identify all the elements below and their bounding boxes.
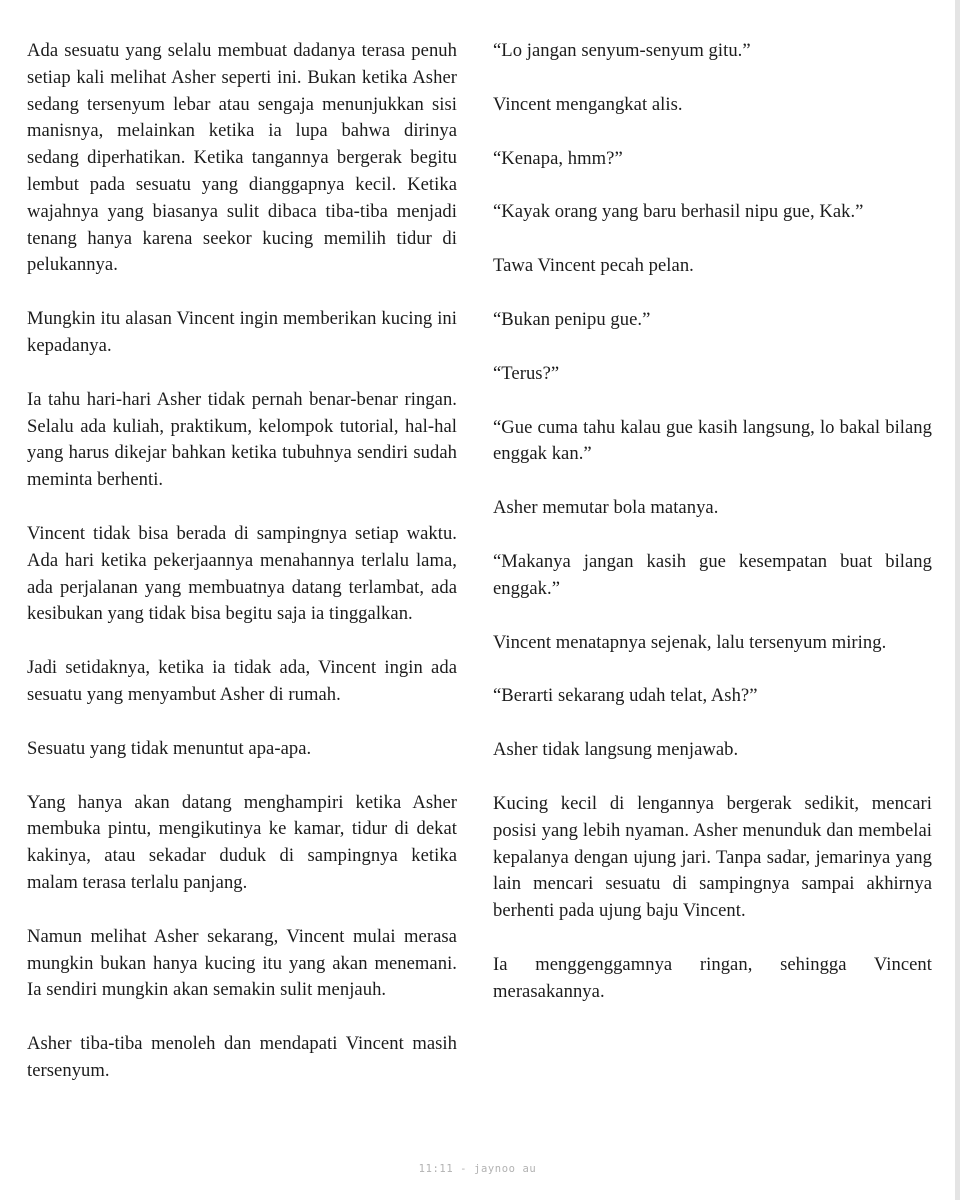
paragraph: Ada sesuatu yang selalu membuat dadanya terasa penuh setiap kali melihat Asher seperti ini. Bukan ketika Asher sedang tersenyum lebar atau sengaja menunjukkan sisi manisnya, melainkan ketika ia lupa bahwa dirinya sedang diperhatikan. Ketika tangannya bergerak begitu lembut pada sesuatu yang dianggapnya kecil. Ketika wajahnya yang biasanya sulit dibaca tiba-tiba menjadi tenang hanya karena seekor kucing memilih tidur di pelukannya.	[27, 40, 457, 276]
paragraph: Tawa Vincent pecah pelan.	[493, 255, 694, 277]
paragraph: Vincent menatapnya sejenak, lalu tersenyum miring.	[493, 631, 887, 653]
left-text-column	[27, 38, 457, 1112]
paragraph: Vincent mengangkat alis.	[493, 93, 683, 115]
paragraph: “Lo jangan senyum-senyum gitu.”	[493, 40, 751, 61]
paragraph: Jadi setidaknya, ketika ia tidak ada, Vincent ingin ada sesuatu yang menyambut Asher di rumah.	[27, 657, 457, 705]
paragraph: “Bukan penipu gue.”	[493, 308, 651, 330]
paragraph: Ia menggenggamnya ringan, sehingga Vincent merasakannya.	[493, 953, 932, 1002]
paragraph: “Kenapa, hmm?”	[493, 147, 623, 169]
paragraph: “Makanya jangan kasih gue kesempatan buat bilang enggak.”	[493, 550, 932, 599]
page-edge-shadow	[955, 0, 960, 1200]
paragraph: Asher tiba-tiba menoleh dan mendapati Vincent masih tersenyum.	[27, 1033, 457, 1081]
paragraph: Namun melihat Asher sekarang, Vincent mulai merasa mungkin bukan hanya kucing itu yang akan menemani. Ia sendiri mungkin akan semakin sulit menjauh.	[27, 925, 457, 1001]
paragraph: “Terus?”	[493, 362, 560, 384]
paragraph: Kucing kecil di lengannya bergerak sedikit, mencari posisi yang lebih nyaman. Asher menunduk dan membelai kepalanya dengan ujung jari. Tanpa sadar, jemarinya yang lain mencari sesuatu di sampingnya sampai akhirnya berhenti pada ujung baju Vincent.	[493, 792, 932, 922]
right-text-column	[493, 38, 932, 1033]
paragraph: “Kayak orang yang baru berhasil nipu gue, Kak.”	[493, 201, 864, 223]
paragraph: Vincent tidak bisa berada di sampingnya setiap waktu. Ada hari ketika pekerjaannya menahannya terlalu lama, ada perjalanan yang membuatnya datang terlambat, ada kesibukan yang tidak bisa begitu saja ia tinggalkan.	[27, 522, 457, 625]
paragraph: Asher memutar bola matanya.	[493, 497, 719, 519]
paragraph: “Berarti sekarang udah telat, Ash?”	[493, 685, 758, 707]
paragraph: “Gue cuma tahu kalau gue kasih langsung, lo bakal bilang enggak kan.”	[493, 416, 932, 465]
paragraph: Mungkin itu alasan Vincent ingin memberikan kucing ini kepadanya.	[27, 308, 457, 356]
paragraph: Sesuatu yang tidak menuntut apa-apa.	[27, 737, 312, 759]
paragraph: Yang hanya akan datang menghampiri ketika Asher membuka pintu, mengikutinya ke kamar, tidur di dekat kakinya, atau sekadar duduk di sampingnya ketika malam terasa terlalu panjang.	[27, 791, 457, 893]
paragraph: Ia tahu hari-hari Asher tidak pernah benar-benar ringan. Selalu ada kuliah, praktikum, kelompok tutorial, hal-hal yang harus dikejar bahkan ketika tubuhnya sendiri sudah meminta berhenti.	[27, 388, 457, 491]
paragraph: Asher tidak langsung menjawab.	[493, 739, 739, 761]
page-footer: 11:11 - jaynoo au	[418, 1163, 537, 1175]
